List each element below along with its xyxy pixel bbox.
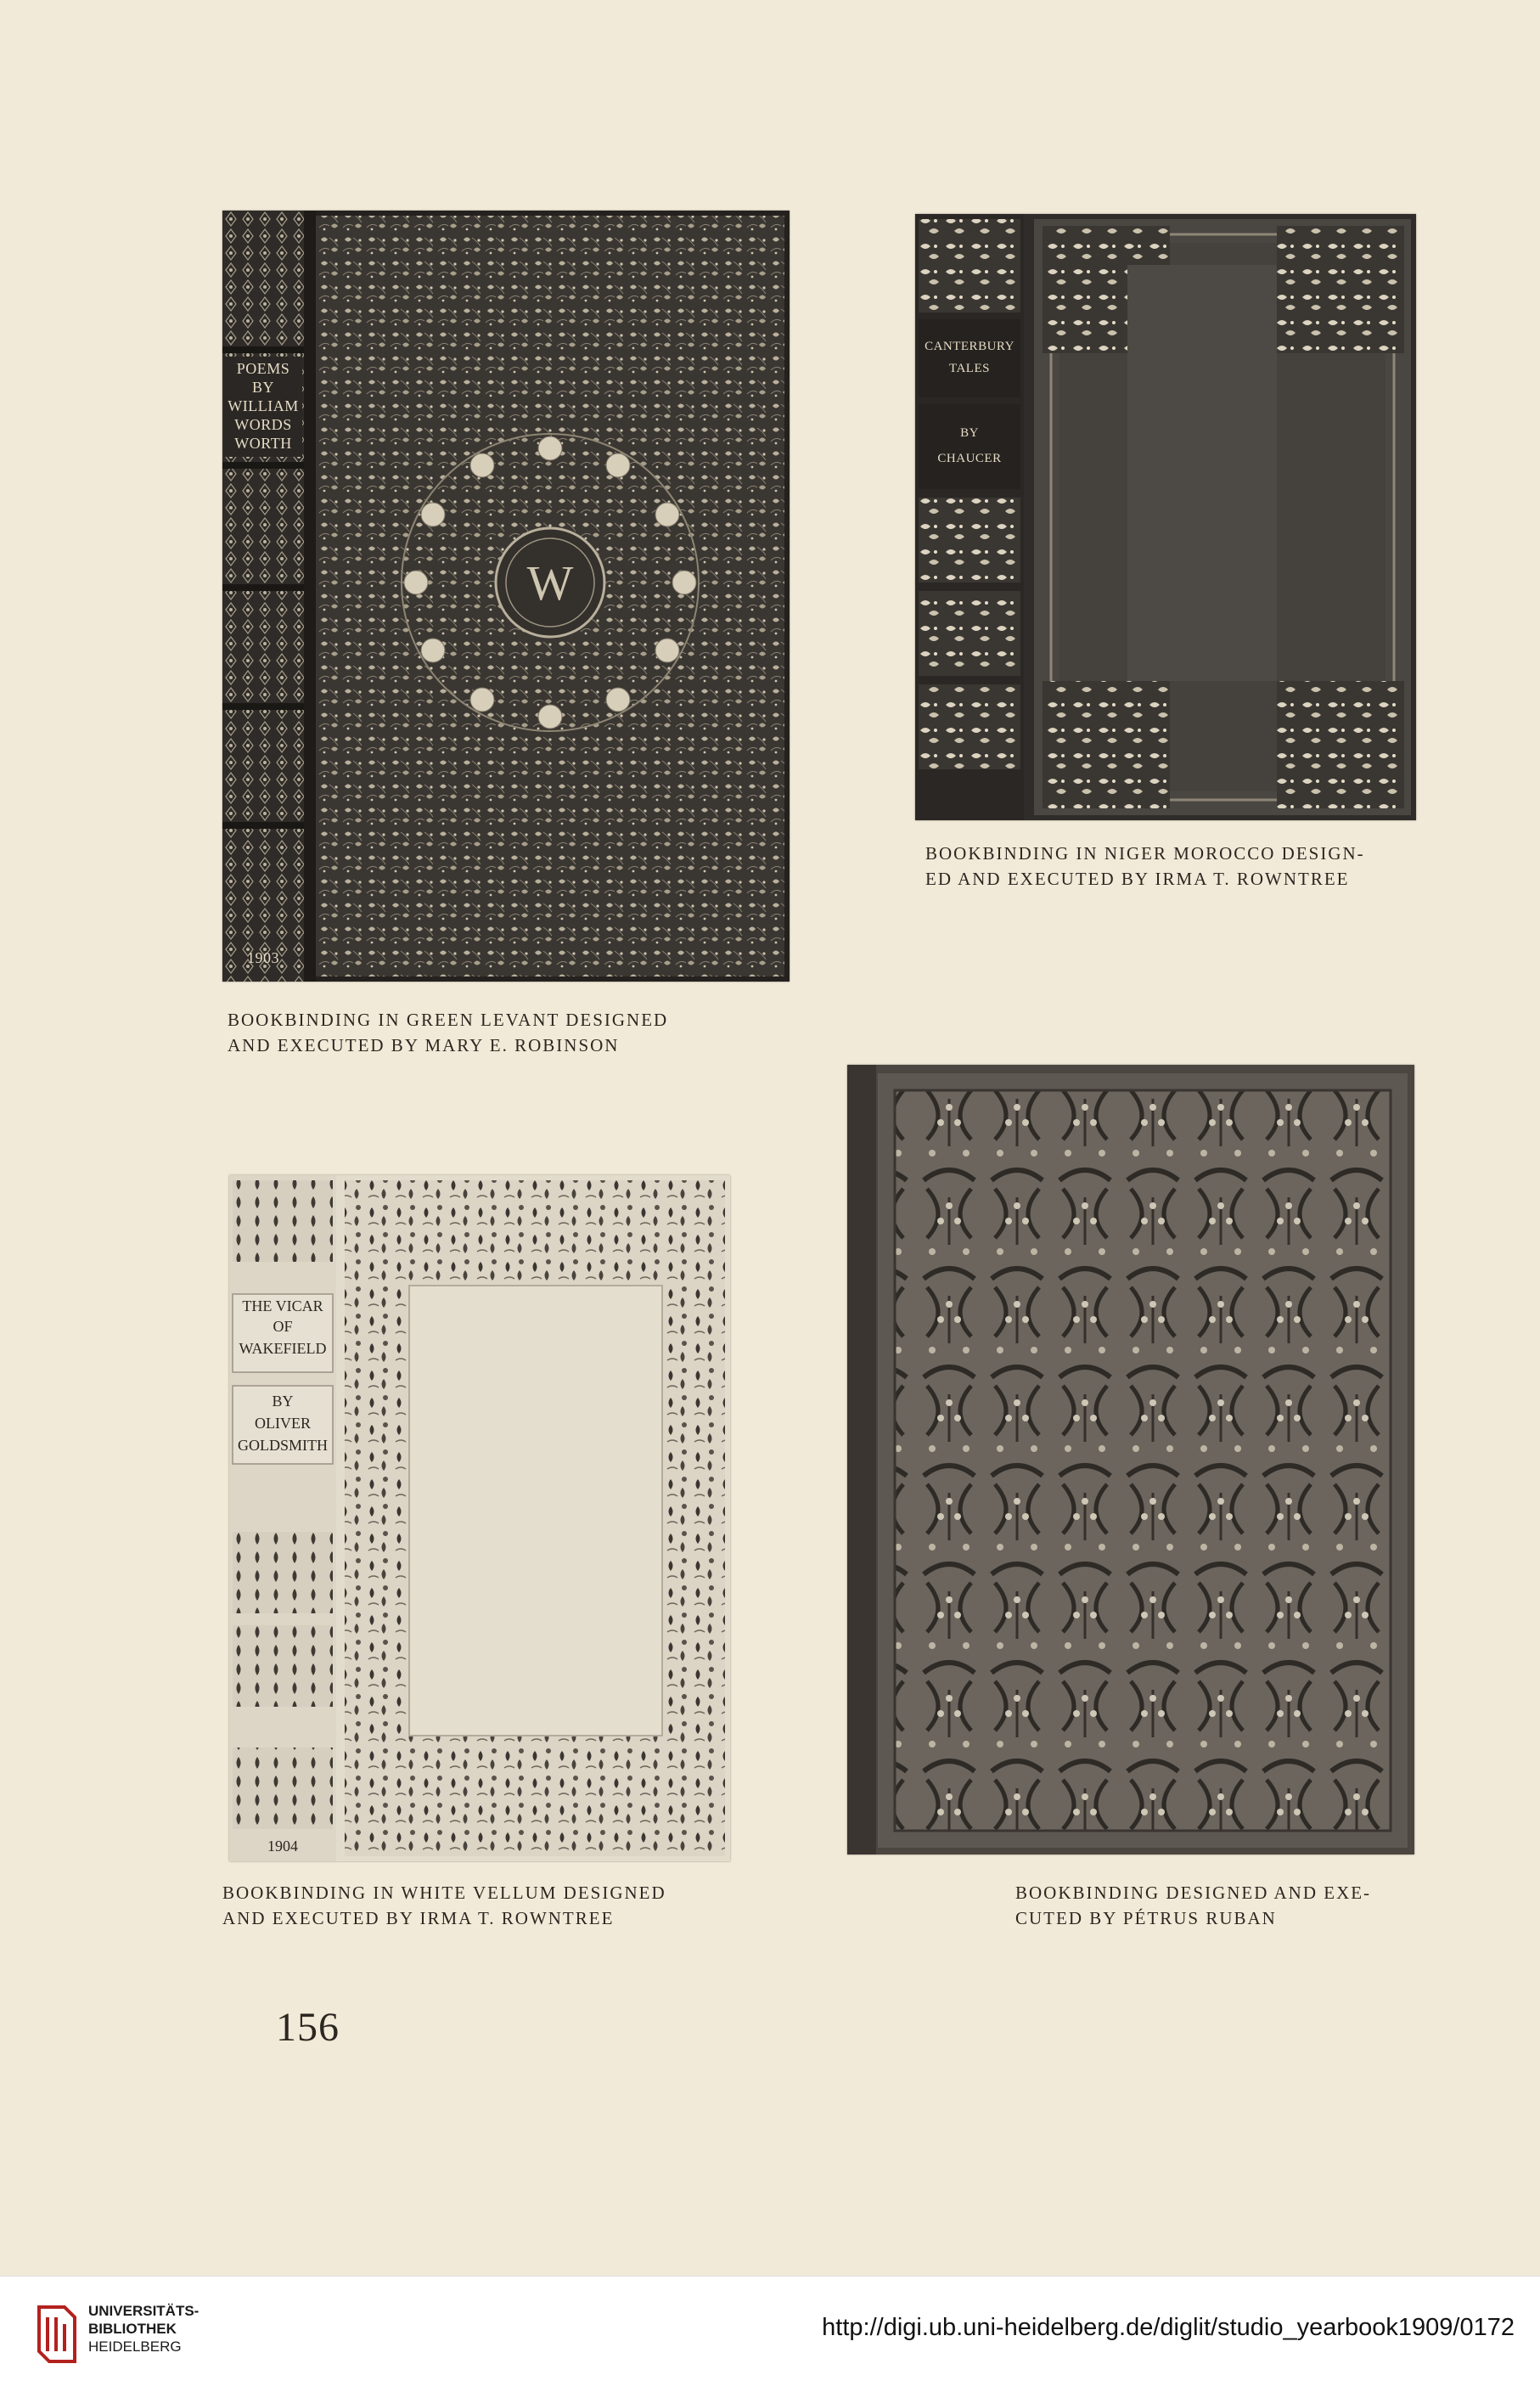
caption-line: BOOKBINDING IN NIGER MOROCCO DESIGN- — [925, 843, 1365, 864]
caption-line: CUTED BY PÉTRUS RUBAN — [1015, 1908, 1277, 1928]
spine-date: 1903 — [247, 949, 279, 966]
caption-niger-morocco — [925, 841, 1365, 892]
white-vellum-binding-image — [229, 1175, 730, 1861]
library-name-line: BIBLIOTHEK — [88, 2321, 177, 2337]
library-name — [88, 2302, 199, 2355]
spine-label-line: WORDS — [234, 416, 292, 433]
library-name-line: HEIDELBERG — [88, 2339, 182, 2355]
monogram: W — [526, 555, 574, 611]
caption-line: AND EXECUTED BY IRMA T. ROWNTREE — [222, 1908, 615, 1928]
spine-label-line: WAKEFIELD — [239, 1340, 327, 1357]
corner-ornament — [1277, 681, 1404, 808]
spine-label-line: WILLIAM — [228, 397, 299, 414]
spine-label-line: WORTH — [234, 435, 292, 452]
plate-green-levant — [222, 211, 790, 982]
spine-label-line: THE VICAR — [242, 1297, 323, 1314]
plate-white-vellum — [229, 1175, 730, 1861]
page-number: 156 — [276, 2005, 340, 2050]
corner-ornament — [1043, 681, 1170, 808]
caption-line: BOOKBINDING IN WHITE VELLUM DESIGNED — [222, 1883, 666, 1903]
spine-label-line: POEMS — [236, 360, 290, 377]
spine-label-line: TALES — [949, 362, 990, 375]
caption-line: BOOKBINDING IN GREEN LEVANT DESIGNED — [228, 1010, 669, 1030]
permalink-url[interactable]: http://digi.ub.uni-heidelberg.de/diglit/studio_yearbook1909/0172 — [822, 2314, 1515, 2341]
caption-white-vellum — [222, 1880, 666, 1931]
green-levant-binding-image — [222, 211, 790, 982]
corner-ornament — [1277, 226, 1404, 353]
spine-date: 1904 — [267, 1838, 298, 1855]
plate-ruban — [847, 1065, 1414, 1855]
library-name-line: UNIVERSITÄTS- — [88, 2303, 200, 2319]
spine-label-line: OLIVER — [255, 1415, 311, 1432]
center-panel — [409, 1286, 662, 1736]
footer-bar — [0, 2276, 1540, 2392]
spine-label-line: OF — [273, 1318, 293, 1335]
spine-label-line: BY — [960, 426, 979, 440]
spine-label-line: CHAUCER — [937, 452, 1002, 465]
spine-label-line: BY — [251, 379, 275, 396]
niger-morocco-binding-image — [915, 214, 1416, 820]
spine-label-line: BY — [272, 1393, 294, 1410]
ruban-binding-image — [847, 1065, 1414, 1855]
caption-green-levant — [228, 1007, 668, 1058]
caption-ruban — [1015, 1880, 1371, 1931]
spine-label-line: GOLDSMITH — [238, 1437, 328, 1454]
spine-label-line: CANTERBURY — [925, 340, 1014, 353]
plate-niger-morocco — [915, 214, 1416, 820]
caption-line: ED AND EXECUTED BY IRMA T. ROWNTREE — [925, 869, 1350, 889]
library-logo-icon — [31, 2299, 81, 2370]
caption-line: BOOKBINDING DESIGNED AND EXE- — [1015, 1883, 1372, 1903]
caption-line: AND EXECUTED BY MARY E. ROBINSON — [228, 1035, 620, 1055]
